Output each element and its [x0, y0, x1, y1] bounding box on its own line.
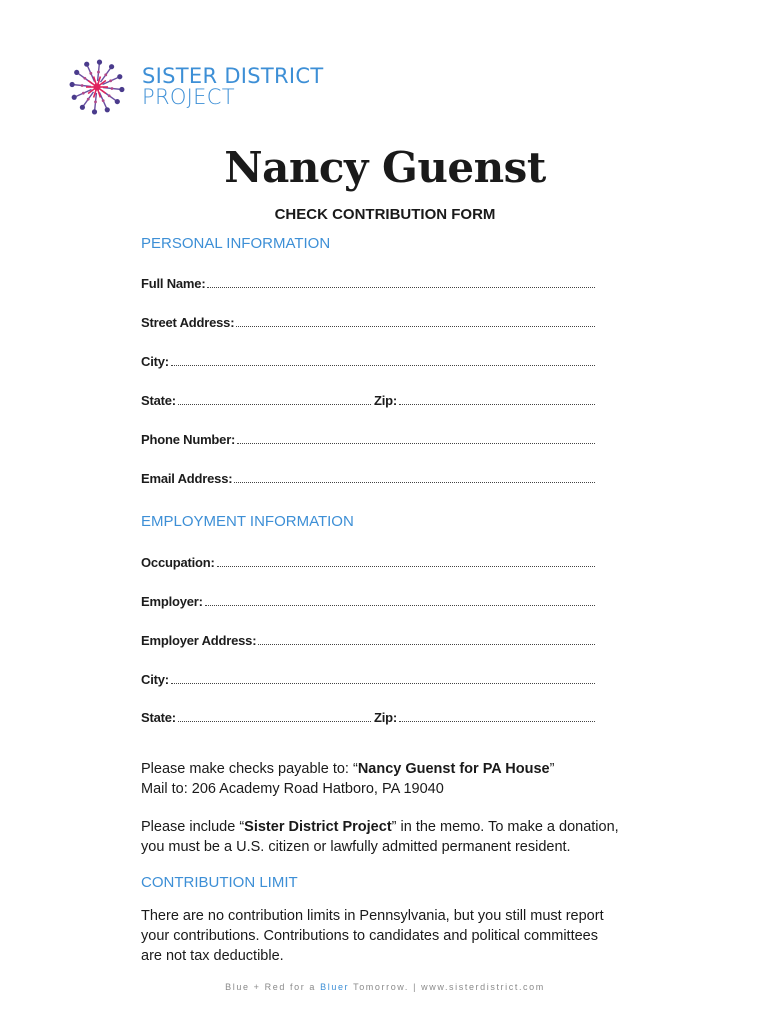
city-label: City:: [141, 354, 169, 369]
employer-zip-field[interactable]: [374, 707, 595, 725]
email-label: Email Address:: [141, 471, 233, 486]
memo-suffix: ” in the memo. To make a donation,: [391, 819, 619, 835]
full-name-label: Full Name:: [141, 276, 206, 291]
employer-field[interactable]: [141, 591, 595, 609]
memo-name: Sister District Project: [244, 819, 392, 835]
payable-prefix: Please make checks payable to: “: [141, 761, 358, 777]
personal-info-heading: PERSONAL INFORMATION: [141, 235, 331, 252]
state-line[interactable]: [178, 403, 371, 405]
zip-label: Zip:: [374, 393, 398, 408]
limit-line-3: are not tax deductible.: [141, 948, 284, 964]
limit-line-2: your contributions. Contributions to candidates and political committees: [141, 928, 598, 944]
employer-address-label: Employer Address:: [141, 633, 257, 648]
contribution-limit-text: [141, 906, 641, 966]
employer-line[interactable]: [205, 604, 595, 606]
full-name-field[interactable]: [141, 273, 595, 291]
phone-line[interactable]: [237, 442, 595, 444]
employer-address-field[interactable]: [141, 630, 595, 648]
city-field[interactable]: [141, 351, 595, 369]
full-name-line[interactable]: [207, 286, 595, 288]
footer-tagline: [0, 982, 770, 992]
logo-line-1: SISTER DISTRICT: [142, 64, 324, 88]
email-line[interactable]: [234, 481, 595, 483]
memo-line-1: [141, 817, 641, 837]
phone-label: Phone Number:: [141, 432, 236, 447]
occupation-line[interactable]: [217, 565, 595, 567]
street-address-field[interactable]: [141, 312, 595, 330]
employer-zip-label: Zip:: [374, 710, 398, 725]
employer-state-field[interactable]: [141, 707, 371, 725]
employer-address-line[interactable]: [258, 643, 595, 645]
phone-field[interactable]: [141, 429, 595, 447]
street-address-label: Street Address:: [141, 315, 235, 330]
employer-city-line[interactable]: [171, 682, 595, 684]
employer-label: Employer:: [141, 594, 203, 609]
contribution-limit-heading: CONTRIBUTION LIMIT: [141, 874, 298, 891]
memo-line-2: you must be a U.S. citizen or lawfully admitted permanent resident.: [141, 839, 571, 855]
payable-name: Nancy Guenst for PA House: [357, 761, 550, 777]
footer-part-2: Tomorrow. | www.sisterdistrict.com: [349, 982, 545, 992]
employer-city-label: City:: [141, 672, 169, 687]
employment-info-heading: EMPLOYMENT INFORMATION: [141, 513, 354, 530]
form-subtitle: CHECK CONTRIBUTION FORM: [274, 206, 496, 223]
mail-to-line: Mail to: 206 Academy Road Hatboro, PA 19040: [141, 781, 444, 797]
sister-district-logo-icon: [66, 56, 128, 118]
state-label: State:: [141, 393, 176, 408]
street-address-line[interactable]: [236, 325, 595, 327]
employer-state-line[interactable]: [178, 720, 371, 722]
logo: [66, 56, 336, 114]
footer-part-1: Blue + Red for a: [225, 982, 321, 992]
occupation-field[interactable]: [141, 552, 595, 570]
city-line[interactable]: [171, 364, 595, 366]
email-field[interactable]: [141, 468, 595, 486]
memo-prefix: Please include “: [141, 819, 245, 835]
zip-field[interactable]: [374, 390, 595, 408]
zip-line[interactable]: [399, 403, 595, 405]
logo-line-2: PROJECT: [142, 85, 235, 109]
employer-zip-line[interactable]: [399, 720, 595, 722]
logo-wordmark: [142, 66, 324, 108]
payable-suffix: ”: [549, 761, 555, 777]
limit-line-1: There are no contribution limits in Pennsylvania, but you still must report: [141, 908, 604, 924]
employer-city-field[interactable]: [141, 669, 595, 687]
occupation-label: Occupation:: [141, 555, 215, 570]
page-title: Nancy Guenst: [224, 143, 546, 192]
state-field[interactable]: [141, 390, 371, 408]
payable-line: [141, 759, 641, 779]
employer-state-label: State:: [141, 710, 176, 725]
footer-accent: Bluer: [320, 982, 350, 992]
memo-instructions: [141, 817, 641, 857]
payable-instructions: [141, 759, 641, 799]
